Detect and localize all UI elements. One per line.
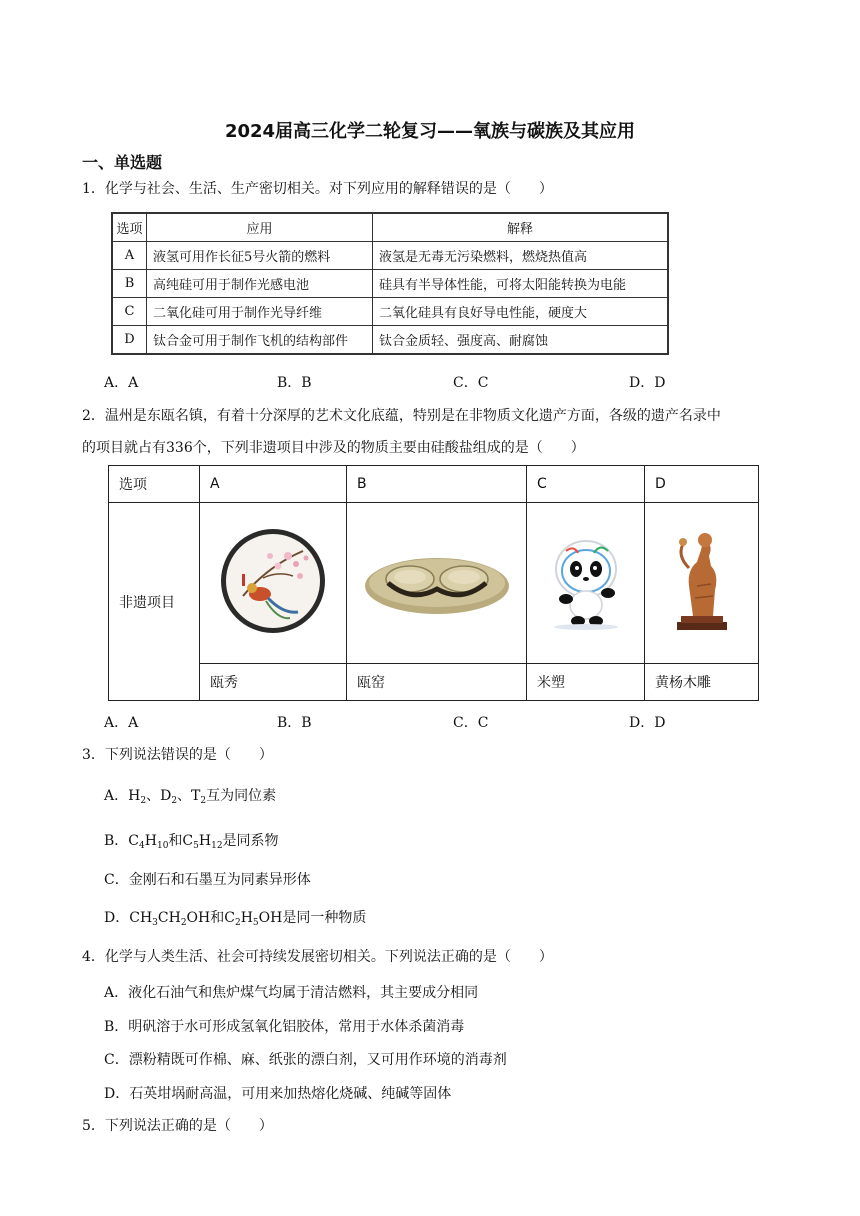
table-row	[112, 298, 668, 326]
subscript: 2	[140, 796, 147, 806]
option-d[interactable]: D．D	[629, 715, 666, 731]
option-c[interactable]: C．C	[453, 715, 489, 731]
wood-carving-picture	[667, 526, 737, 636]
item-name: 瓯秀	[200, 664, 347, 701]
section-heading: 一、单选题	[82, 153, 163, 172]
table-cell: 钛合金质轻、强度高、耐腐蚀	[373, 326, 669, 355]
option-text: 是同系物	[222, 833, 279, 849]
embroidery-picture	[218, 526, 328, 636]
option-a[interactable]: A．A	[104, 375, 139, 391]
question-2-table	[108, 465, 759, 701]
boxwood-carving-image	[645, 503, 759, 664]
formula: H	[128, 788, 141, 804]
page-title: 2024届高三化学二轮复习——氧族与碳族及其应用	[224, 121, 636, 142]
row-label: 非遗项目	[109, 503, 200, 701]
formula: H	[240, 910, 253, 926]
formula: H	[198, 833, 212, 849]
table-row	[112, 326, 668, 355]
item-name: 米塑	[527, 664, 645, 701]
table-cell: 二氧化硅具有良好导电性能，硬度大	[373, 298, 669, 326]
formula: 、D	[146, 788, 172, 804]
subscript: 2	[200, 796, 207, 806]
option-d[interactable]	[104, 907, 366, 927]
option-b[interactable]: B．明矾溶于水可形成氢氧化铝胶体，常用于水体杀菌消毒	[104, 1019, 465, 1035]
question-2-stem-line2: 的项目就占有336个，下列非遗项目中涉及的物质主要由硅酸盐组成的是（ ）	[82, 440, 585, 456]
option-b[interactable]: B．B	[277, 375, 312, 391]
formula: 和C	[168, 833, 194, 849]
table-cell: 高纯硅可用于制作光感电池	[147, 270, 373, 298]
item-name: 黄杨木雕	[645, 664, 759, 701]
option-text: 互为同位素	[206, 788, 277, 804]
table-cell: 二氧化硅可用于制作光导纤维	[147, 298, 373, 326]
table-cell: A	[112, 242, 147, 270]
option-c[interactable]: C．漂粉精既可作棉、麻、纸张的漂白剂，又可用作环境的消毒剂	[104, 1052, 507, 1068]
option-b[interactable]	[104, 830, 279, 850]
formula: OH和C	[186, 910, 235, 926]
question-3-stem: 3．下列说法错误的是（ ）	[82, 747, 273, 763]
table-cell: 钛合金可用于制作飞机的结构部件	[147, 326, 373, 355]
table-cell: 液氢是无毒无污染燃料，燃烧热值高	[373, 242, 669, 270]
table-cell: C	[112, 298, 147, 326]
item-name: 瓯窑	[347, 664, 527, 701]
subscript: 2	[234, 918, 241, 928]
table-header: D	[645, 466, 759, 503]
table-header: 解释	[373, 213, 669, 242]
formula: CH	[129, 910, 153, 926]
table-header: 选项	[112, 213, 147, 242]
question-1-table	[111, 212, 669, 355]
table-row	[112, 242, 668, 270]
option-c[interactable]: C．金刚石和石墨互为同素异形体	[104, 872, 311, 888]
table-cell: 硅具有半导体性能，可将太阳能转换为电能	[373, 270, 669, 298]
table-header: B	[347, 466, 527, 503]
formula: H	[144, 833, 157, 849]
option-label: D．	[104, 910, 130, 926]
subscript: 12	[211, 841, 223, 851]
table-cell: D	[112, 326, 147, 355]
table-row	[112, 270, 668, 298]
embroidery-image	[200, 503, 347, 664]
option-a[interactable]	[104, 785, 276, 805]
rice-sculpture-image	[527, 503, 645, 664]
option-b[interactable]: B．B	[277, 715, 312, 731]
subscript: 3	[152, 918, 158, 928]
subscript: 5	[252, 918, 259, 928]
subscript: 2	[180, 918, 187, 928]
question-1-stem: 1．化学与社会、生活、生产密切相关。对下列应用的解释错误的是（ ）	[82, 181, 553, 197]
formula: C	[128, 833, 140, 849]
option-a[interactable]: A．A	[104, 715, 139, 731]
option-d[interactable]: D．D	[629, 375, 666, 391]
option-d[interactable]: D．石英坩埚耐高温，可用来加热熔化烧碱、纯碱等固体	[104, 1086, 452, 1102]
panda-mascot-picture	[546, 531, 626, 631]
option-label: A．	[104, 788, 129, 804]
question-5-stem: 5．下列说法正确的是（ ）	[82, 1118, 273, 1134]
table-header: 应用	[147, 213, 373, 242]
table-cell: B	[112, 270, 147, 298]
option-label: B．	[104, 833, 129, 849]
option-c[interactable]: C．C	[453, 375, 489, 391]
question-2-stem-line1: 2．温州是东瓯名镇，有着十分深厚的艺术文化底蕴，特别是在非物质文化遗产方面，各级的遗产名录中	[82, 408, 721, 424]
table-header: A	[200, 466, 347, 503]
pottery-image	[347, 503, 527, 664]
pottery-picture	[362, 541, 512, 621]
option-text: OH是同一种物质	[258, 910, 367, 926]
subscript: 4	[139, 841, 145, 851]
formula: CH	[157, 910, 181, 926]
table-header: 选项	[109, 466, 200, 503]
subscript: 10	[156, 841, 169, 851]
table-header: C	[527, 466, 645, 503]
subscript: 5	[193, 841, 199, 851]
table-cell: 液氢可用作长征5号火箭的燃料	[147, 242, 373, 270]
option-a[interactable]: A．液化石油气和焦炉煤气均属于清洁燃料，其主要成分相同	[104, 985, 479, 1001]
question-4-stem: 4．化学与人类生活、社会可持续发展密切相关。下列说法正确的是（ ）	[82, 949, 553, 965]
subscript: 2	[171, 796, 178, 806]
formula: 、T	[177, 788, 201, 804]
